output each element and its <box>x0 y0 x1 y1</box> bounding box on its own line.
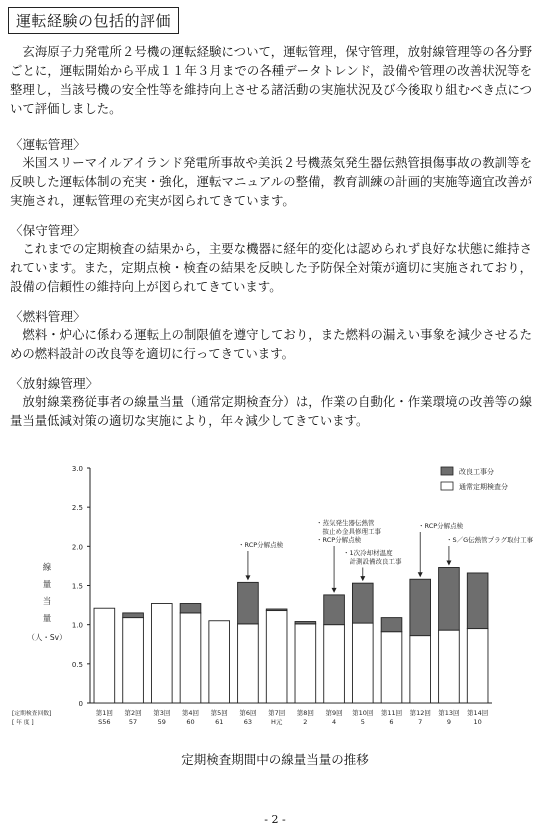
bar-improvement-work <box>180 604 201 613</box>
legend-swatch-improvement <box>441 467 453 475</box>
bar-regular-inspection <box>238 624 259 703</box>
x-year-label: 59 <box>157 718 166 726</box>
annotation-text: ・1次冷却材温度 <box>343 549 393 557</box>
bar-regular-inspection <box>151 604 172 703</box>
x-year-label: 63 <box>243 718 253 726</box>
bar-improvement-work <box>295 622 316 624</box>
section-heading-radiation: 〈放射線管理〉 <box>10 376 99 391</box>
bar-regular-inspection <box>381 632 402 703</box>
y-tick-label: 1.5 <box>71 582 83 591</box>
x-category-label: 第8回 <box>296 709 314 717</box>
x-category-label: 第5回 <box>210 709 228 717</box>
section-heading-maintenance: 〈保守管理〉 <box>10 223 86 238</box>
x-category-label: 第4回 <box>181 709 200 717</box>
y-axis-label-char: 量 <box>42 580 52 590</box>
bar-regular-inspection <box>467 629 488 703</box>
legend-label-regular: 通常定期検査分 <box>459 483 508 491</box>
x-year-label: 10 <box>473 718 482 726</box>
legend-label-improvement: 改良工事分 <box>459 468 494 476</box>
annotation-text: ・蒸気発生器伝熱管 <box>316 519 375 527</box>
x-year-label: 7 <box>418 718 423 726</box>
x-year-label: 60 <box>186 718 195 726</box>
bar-regular-inspection <box>123 618 144 703</box>
x-category-label: 第12回 <box>409 709 431 717</box>
intro-paragraph <box>10 42 532 118</box>
section-text-operation: 米国スリーマイルアイランド発電所事故や美浜２号機蒸気発生器伝熱管損傷事故の教訓等を反映した運転体制の充実・強化，運転マニュアルの整備，教育訓練の計画的実施等適宜改善が実施され，運転管理の充実が図られてきています。 <box>10 155 532 208</box>
y-axis-label-char: 線 <box>42 563 52 573</box>
annotation-arrow-head <box>332 588 337 593</box>
y-axis-unit-label: （人・Sv） <box>27 633 67 642</box>
y-tick-label: 3.0 <box>71 465 83 473</box>
bar-improvement-work <box>381 618 402 632</box>
row-header-year: [ 年 度 ] <box>12 720 34 726</box>
section-body-operation <box>10 153 532 210</box>
x-category-label: 第3回 <box>153 709 171 717</box>
bar-improvement-work <box>266 609 287 611</box>
x-category-label: 第11回 <box>380 709 403 717</box>
bar-improvement-work <box>410 579 431 635</box>
annotation-arrow-head <box>418 572 423 577</box>
x-category-label: 第14回 <box>467 709 489 717</box>
x-year-label: 61 <box>215 718 224 726</box>
bar-regular-inspection <box>439 630 460 703</box>
x-year-label: 6 <box>389 718 394 726</box>
x-category-label: 第10回 <box>352 709 374 717</box>
intro-text: 玄海原子力発電所２号機の運転経験について，運転管理，保守管理，放射線管理等の各分野ごとに，運転開始から平成１１年３月までの各種データトレンド，設備や管理の改善状況等を整理し，当該号機の安全性等を維持向上させる諸活動の実施状況及び今後取り組むべき点について評価しました。 <box>10 44 532 116</box>
bar-improvement-work <box>352 583 373 623</box>
x-category-label: 第13回 <box>438 709 460 717</box>
bar-improvement-work <box>238 582 259 624</box>
bar-regular-inspection <box>266 611 287 703</box>
section-text-radiation: 放射線業務従事者の線量当量（通常定期検査分）は，作業の自動化・作業環境の改善等の線量当量低減対策の適切な実施により，年々減少してきています。 <box>10 394 532 428</box>
y-tick-label: 0 <box>78 700 83 708</box>
y-axis-label-char: 量 <box>42 614 52 624</box>
x-year-label: 4 <box>332 718 337 726</box>
page-title: 運転経験の包括的評価 <box>8 7 179 34</box>
x-category-label: 第7回 <box>268 709 286 717</box>
y-tick-label: 2.0 <box>71 543 83 552</box>
section-heading-operation: 〈運転管理〉 <box>10 137 86 152</box>
bar-regular-inspection <box>410 636 431 703</box>
annotation-text: 抜止め金具修理工事 <box>316 527 381 536</box>
bar-regular-inspection <box>324 625 345 703</box>
bar-regular-inspection <box>94 608 115 703</box>
y-tick-label: 0.5 <box>71 660 83 669</box>
bar-improvement-work <box>324 595 345 625</box>
annotation-arrow-head <box>245 575 250 580</box>
x-year-label: H元 <box>270 718 283 726</box>
annotation-arrow-head <box>360 576 365 581</box>
annotation-text: 計測設備改良工事 <box>343 557 402 566</box>
annotation-text: ・RCP分解点検 <box>418 522 464 530</box>
legend-swatch-regular <box>441 482 453 490</box>
row-header-inspection: [定期検査回数] <box>12 711 52 717</box>
x-year-label: 5 <box>360 718 365 726</box>
x-year-label: 2 <box>303 718 308 726</box>
bar-regular-inspection <box>352 623 373 703</box>
bar-regular-inspection <box>209 621 230 703</box>
y-tick-label: 1.0 <box>71 621 83 630</box>
annotation-text: ・S／G伝熱管プラグ取付工事 <box>446 536 534 544</box>
section-heading-fuel: 〈燃料管理〉 <box>10 309 86 324</box>
bar-improvement-work <box>439 567 460 630</box>
section-text-fuel: 燃料・炉心に係わる運転上の制限値を遵守しており，また燃料の漏えい事象を減少させるための燃料設計の改良等を適切に行ってきています。 <box>10 327 532 361</box>
y-axis-label-char: 当 <box>42 597 52 607</box>
y-tick-label: 2.5 <box>71 504 83 513</box>
section-body-radiation <box>10 392 532 430</box>
x-category-label: 第6回 <box>239 709 257 717</box>
dose-chart <box>0 450 550 745</box>
x-year-label: 9 <box>446 718 451 726</box>
bar-improvement-work <box>123 613 144 618</box>
chart-caption: 定期検査期間中の線量当量の推移 <box>181 752 369 767</box>
page-number: - 2 - <box>264 813 286 826</box>
x-category-label: 第1回 <box>95 709 113 717</box>
x-year-label: 57 <box>128 718 138 726</box>
x-category-label: 第9回 <box>325 709 343 717</box>
annotation-text: ・RCP分解点検 <box>238 541 284 549</box>
x-year-label: S56 <box>98 718 111 726</box>
bar-regular-inspection <box>295 624 316 703</box>
annotation-arrow-head <box>446 560 451 565</box>
section-body-maintenance <box>10 239 532 296</box>
bar-regular-inspection <box>180 613 201 703</box>
x-category-label: 第2回 <box>124 709 142 717</box>
section-text-maintenance: これまでの定期検査の結果から，主要な機器に経年的変化は認められず良好な状態に維持されています。また，定期点検・検査の結果を反映した予防保全対策が適切に実施されており，設備の信頼性の維持向上が図られてきています。 <box>10 241 532 294</box>
annotation-text: ・RCP分解点検 <box>316 536 362 544</box>
bar-improvement-work <box>467 573 488 629</box>
section-body-fuel <box>10 325 532 363</box>
